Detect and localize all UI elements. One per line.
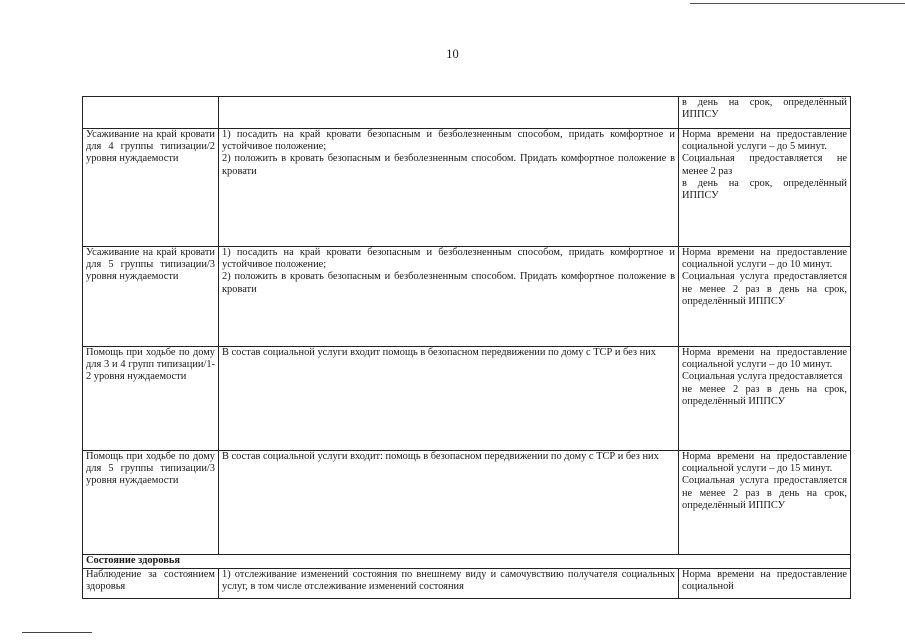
table-row <box>83 347 851 451</box>
service-content-cell <box>219 347 679 451</box>
service-norm-line: Норма времени на предоставление социальной <box>682 569 847 593</box>
service-name-cell <box>83 247 219 347</box>
service-norm-line: Норма времени на предоставление социальной услуги – до 10 минут. <box>682 247 847 271</box>
table-row <box>83 569 851 599</box>
scan-edge-line-top <box>690 3 905 4</box>
services-table <box>82 96 851 599</box>
table-row <box>83 129 851 247</box>
service-norm-line: Норма времени на предоставление социальной услуги – до 10 минут. <box>682 347 847 371</box>
service-norm-line: в день на срок, определённый ИППСУ <box>682 97 847 121</box>
scan-edge-line-bottom <box>22 632 92 633</box>
service-content-line: В состав социальной услуги входит помощь в безопасном передвижении по дому с ТСР и без них <box>222 347 656 358</box>
service-name-line: Помощь при ходьбе по дому для 5 группы типизации/3 уровня нуждаемости <box>86 451 215 487</box>
service-content-line: 2) положить в кровать безопасным и безболезненным способом. Придать комфортное положение в кровати <box>222 271 675 295</box>
table-row <box>83 247 851 347</box>
service-norm-line: Социальная услуга предоставляется <box>682 371 843 383</box>
service-name-cell <box>83 347 219 451</box>
service-content-line: 1) отслеживание изменений состояния по внешнему виду и самочувствию получателя социальных услуг, в том числе отслеживание изменений состояния <box>222 569 675 593</box>
service-content-cell <box>219 451 679 555</box>
service-content-cell <box>219 569 679 599</box>
service-name-cell <box>83 569 219 599</box>
service-norm-cell <box>679 569 851 599</box>
service-name-line: Помощь при ходьбе по дому для 3 и 4 групп типизации/1-2 уровня нуждаемости <box>86 347 215 383</box>
service-norm-line: Социальная услуга предоставляется не менее 2 раз в день на срок, определённый ИППСУ <box>682 475 847 511</box>
service-name-cell <box>83 129 219 247</box>
service-norm-line: Норма времени на предоставление социальной услуги – до 15 минут. <box>682 451 847 475</box>
service-norm-line: не менее 2 раз в день на срок, определённый ИППСУ <box>682 383 847 407</box>
service-name-cell <box>83 451 219 555</box>
section-row <box>83 555 851 569</box>
service-content-line: 2) положить в кровать безопасным и безболезненным способом. Придать комфортное положение в кровати <box>222 153 675 177</box>
service-content-line: 1) посадить на край кровати безопасным и безболезненным способом, придать комфортное и устойчивое положение; <box>222 129 675 153</box>
service-content-cell <box>219 247 679 347</box>
service-norm-line: в день на срок, определённый ИППСУ <box>682 177 847 202</box>
page-number: 10 <box>446 47 459 61</box>
service-norm-cell <box>679 347 851 451</box>
service-content-line: В состав социальной услуги входит: помощь в безопасном передвижении по дому с ТСР и без них <box>222 451 659 462</box>
service-norm-line: Социальная предоставляется не менее 2 раз <box>682 153 847 177</box>
service-norm-line: Социальная услуга предоставляется не менее 2 раз в день на срок, определённый ИППСУ <box>682 271 847 307</box>
service-norm-cell <box>679 451 851 555</box>
service-norm-cell <box>679 129 851 247</box>
service-content-cell <box>219 97 679 129</box>
table-row <box>83 97 851 129</box>
service-norm-cell <box>679 247 851 347</box>
service-name-line: Наблюдение за состоянием здоровья <box>86 569 215 593</box>
section-title: Состояние здоровья <box>83 555 851 569</box>
service-name-line: Усаживание на край кровати для 5 группы типизации/3 уровня нуждаемости <box>86 247 215 283</box>
service-name-line: Усаживание на край кровати для 4 группы типизации/2 уровня нуждаемости <box>86 129 215 165</box>
service-norm-cell <box>679 97 851 129</box>
service-content-cell <box>219 129 679 247</box>
service-content-line: 1) посадить на край кровати безопасным и безболезненным способом, придать комфортное и устойчивое положение; <box>222 247 675 271</box>
service-name-cell <box>83 97 219 129</box>
service-norm-line: Норма времени на предоставление социальной услуги – до 5 минут. <box>682 129 847 153</box>
table-row <box>83 451 851 555</box>
